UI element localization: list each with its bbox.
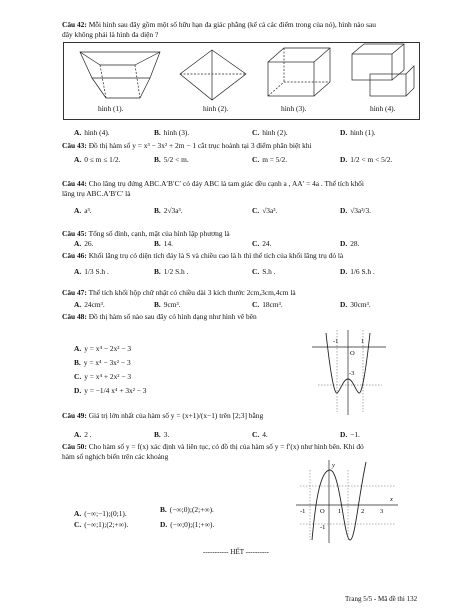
q50-label-x: x — [390, 496, 393, 503]
q47-option-d[interactable]: D. 30cm³. — [340, 300, 371, 309]
q44-option-d[interactable]: D. √3a³/3. — [340, 206, 372, 215]
q50-text: Cho hàm số y = f(x) xác định và liên tục, có đồ thị của hàm số y = f′(x) như hình bên. Khi đó — [88, 442, 364, 451]
q50-label-2: 2 — [361, 508, 365, 515]
q50-option-b[interactable]: B. (−∞;0);(2;+∞). — [160, 505, 214, 514]
q43-option-b[interactable]: B. 5/2 < m. — [154, 155, 189, 164]
q49-option-d[interactable]: D. −1. — [340, 430, 360, 439]
q48-label-1: 1 — [361, 338, 365, 345]
q46-option-c[interactable]: C. S.h . — [252, 267, 276, 276]
q47-text: Thể tích khối hộp chữ nhật có chiều dài 3 kích thước 2cm,3cm,4cm là — [88, 288, 296, 297]
q48-option-c[interactable]: C. y = x⁴ + 2x² − 3 — [74, 372, 132, 381]
q50-option-c[interactable]: C. (−∞;1);(2;+∞). — [74, 520, 129, 529]
q50-label-neg1: -1 — [300, 508, 306, 515]
q49-text: Giá trị lớn nhất của hàm số y = (x+1)/(x−1) trên [2;3] bằng — [88, 411, 264, 420]
q50-option-a[interactable]: A. (−∞;−1);(0;1). — [74, 509, 127, 518]
q47-label: Câu 47: — [62, 288, 87, 297]
q46-option-b[interactable]: B. 1/2 S.h . — [154, 267, 189, 276]
q45-option-a[interactable]: A. 26. — [74, 239, 94, 248]
q50-label-3: 3 — [380, 508, 384, 515]
q45-text: Tổng số đỉnh, cạnh, mặt của hình lập phương là — [88, 229, 230, 238]
q44-option-a[interactable]: A. a³. — [74, 206, 92, 215]
q42-text: Mỗi hình sau đây gồm một số hữu hạn đa giác phẳng (kể cả các điểm trong của nó), hình nào sau — [88, 20, 376, 29]
q50-text-cont: hàm số nghịch biến trên các khoảng — [62, 451, 169, 461]
q50-label-neg1y: -1 — [320, 524, 326, 531]
q42-option-c[interactable]: C. hình (2). — [252, 128, 288, 137]
q44-text: Cho lăng trụ đứng ABC.A′B′C′ có đáy ABC là tam giác đều cạnh a , AA′ = 4a . Thể tích khối — [88, 179, 364, 188]
q49-option-a[interactable]: A. 2 . — [74, 430, 92, 439]
q43-option-a[interactable]: A. 0 ≤ m ≤ 1/2. — [74, 155, 121, 164]
figure-label-2: hình (2). — [203, 104, 229, 113]
q45-option-d[interactable]: D. 28. — [340, 239, 360, 248]
q49-option-c[interactable]: C. 4. — [252, 430, 268, 439]
q42-option-a[interactable]: A. hình (4). — [74, 128, 110, 137]
q50-label: Câu 50: — [62, 442, 87, 451]
q50-label-origin: O — [320, 508, 325, 515]
q43-option-d[interactable]: D. 1/2 < m < 5/2. — [340, 155, 393, 164]
q46-option-a[interactable]: A. 1/3 S.h . — [74, 267, 109, 276]
q46-text: Khối lăng trụ có diện tích đáy là S và chiều cao là h thì thể tích của khối lăng trụ đó là — [88, 251, 344, 260]
q43-text: Đồ thị hàm số y = x³ − 3x² + 2m − 1 cắt trục hoành tại 3 điểm phân biệt khi — [88, 141, 312, 150]
q43-label: Câu 43: — [62, 141, 87, 150]
q48-option-b[interactable]: B. y = x⁴ − 3x² − 3 — [74, 358, 131, 367]
q47-option-a[interactable]: A. 24cm³. — [74, 300, 105, 309]
q48-label-origin: O — [350, 350, 355, 357]
end-marker: ----------- HẾT ---------- — [203, 548, 269, 556]
q48-option-a[interactable]: A. y = x⁴ − 2x² − 3 — [74, 344, 132, 353]
q43-option-c[interactable]: C. m = 5/2. — [252, 155, 288, 164]
q45-option-c[interactable]: C. 24. — [252, 239, 272, 248]
q42-option-d[interactable]: D. hình (1). — [340, 128, 376, 137]
q50-label-y: y — [332, 462, 335, 469]
q44-option-b[interactable]: B. 2√3a³. — [154, 206, 183, 215]
q44-text-cont: lăng trụ ABC.A′B′C′ là — [62, 188, 131, 198]
q48-label-neg1: -1 — [333, 338, 339, 345]
q48-label: Câu 48: — [62, 312, 87, 321]
q48-label-ymark: -3 — [349, 370, 355, 377]
q47-option-c[interactable]: C. 18cm³. — [252, 300, 283, 309]
q42-text-cont: đây không phải là hình đa diện ? — [62, 29, 159, 39]
figure-label-3: hình (3). — [281, 104, 307, 113]
q49-label: Câu 49: — [62, 411, 87, 420]
q44-option-c[interactable]: C. √3a³. — [252, 206, 278, 215]
q50-label-1: 1 — [338, 508, 342, 515]
q42-option-b[interactable]: B. hình (3). — [154, 128, 190, 137]
q50-option-d[interactable]: D. (−∞;0);(1;+∞). — [160, 520, 215, 529]
figure-label-4: hình (4). — [370, 104, 396, 113]
q45-label: Câu 45: — [62, 229, 87, 238]
q44-label: Câu 44: — [62, 179, 87, 188]
q48-text: Đồ thị hàm số nào sau đây có hình dạng như hình vẽ bên — [88, 312, 257, 321]
figure-label-1: hình (1). — [98, 104, 124, 113]
q46-label: Câu 46: — [62, 251, 87, 260]
q42-label: Câu 42: — [62, 20, 87, 29]
q47-option-b[interactable]: B. 9cm³. — [154, 300, 181, 309]
q46-option-d[interactable]: D. 1/6 S.h . — [340, 267, 375, 276]
q48-option-d[interactable]: D. y = −1/4 x⁴ + 3x² − 3 — [74, 386, 147, 395]
q49-option-b[interactable]: B. 3. — [154, 430, 170, 439]
page-footer: Trang 5/5 - Mã đề thi 132 — [345, 595, 418, 603]
q45-option-b[interactable]: B. 14. — [154, 239, 174, 248]
